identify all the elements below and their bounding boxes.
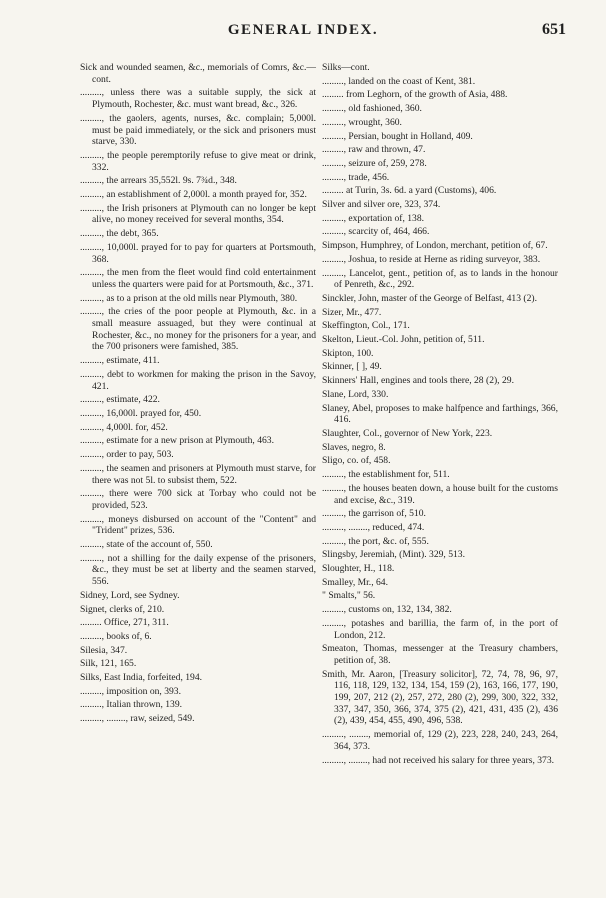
index-entry: ........., the arrears 35,552l. 9s. 7¾d., 348. xyxy=(80,175,237,187)
index-entry: ........., the houses beaten down, a house built for the customs and excise, &c., 319. xyxy=(322,482,558,506)
index-entry: ........., books of, 6. xyxy=(80,630,152,642)
index-entry: Skinner, [ ], 49. xyxy=(322,361,382,373)
index-entry: ........., not a shilling for the daily expense of the prisoners, &c., they must be set at liberty and the seamen starved, 556. xyxy=(80,552,316,588)
index-entry: Sloughter, H., 118. xyxy=(322,563,395,575)
index-entry: Slane, Lord, 330. xyxy=(322,388,389,400)
index-entry: ........., there were 700 sick at Torbay who could not be provided, 523. xyxy=(80,488,316,511)
index-entry: ........., estimate for a new prison at Plymouth, 463. xyxy=(80,435,274,447)
index-entry: ........., Italian thrown, 139. xyxy=(80,699,183,711)
page-header xyxy=(0,22,606,44)
index-entry: Silesia, 347. xyxy=(80,644,128,656)
index-entry: ........., order to pay, 503. xyxy=(80,449,174,461)
index-entry: ........., state of the account of, 550. xyxy=(80,539,213,551)
index-entry: ........., 16,000l. prayed for, 450. xyxy=(80,407,202,419)
index-entry: ........., old fashioned, 360. xyxy=(322,103,422,115)
index-entry: Sinckler, John, master of the George of Belfast, 413 (2). xyxy=(322,292,537,304)
index-entry: Slaughter, Col., governor of New York, 223. xyxy=(322,427,493,439)
index-entry: ........., unless there was a suitable supply, the sick at Plymouth, Rochester, &c. must want bread, &c., 326. xyxy=(80,87,316,111)
index-entry: Silver and silver ore, 323, 374. xyxy=(322,199,441,211)
index-entry: ........., debt to workmen for making the prison in the Savoy, 421. xyxy=(80,368,316,392)
page-number: 651 xyxy=(542,21,566,38)
index-entry: ........., the garrison of, 510. xyxy=(322,508,426,520)
index-entry: Smith, Mr. Aaron, [Treasury solicitor], 72, 74, 78, 96, 97, 116, 118, 129, 132, 134, 154, 159 (2), 163, 166, 177, 190, 199, 207, 212 (2), 257, 272, 280 (2), 299, 300, 322, 332, 337, 347, 350, 366, 374, 375 (2), 421, 431, 435 (2), 436 (2), 439, 454, 455, 490, 496, 538. xyxy=(322,668,558,727)
index-entry: Sizer, Mr., 477. xyxy=(322,306,382,318)
index-entry: ........., scarcity of, 464, 466. xyxy=(322,226,430,238)
index-entry: Silks—cont. xyxy=(322,62,370,73)
index-entry: ........., the gaolers, agents, nurses, &c. complain; 5,000l. must be paid immediately, or the sick and prisoners must starve, 330. xyxy=(80,112,316,148)
index-entry: ........., 4,000l. for, 452. xyxy=(80,421,168,433)
index-entry: ........., exportation of, 138. xyxy=(322,212,425,224)
index-entry: ........., landed on the coast of Kent, 381. xyxy=(322,75,476,87)
index-entry: ........., potashes and barillia, the farm of, in the port of London, 212. xyxy=(322,617,558,641)
index-entry: Smeaton, Thomas, messenger at the Treasury chambers, petition of, 38. xyxy=(322,643,558,666)
right-column xyxy=(322,62,558,768)
index-entry: ........., ........, had not received his salary for three years, 373. xyxy=(322,754,555,766)
index-entry: ........., Joshua, to reside at Herne as riding surveyor, 383. xyxy=(322,253,541,265)
index-entry: Sidney, Lord, see Sydney. xyxy=(80,589,180,601)
running-title: GENERAL INDEX. xyxy=(227,22,379,38)
index-entry: Silk, 121, 165. xyxy=(80,658,137,670)
index-entry: ........., moneys disbursed on account of the "Content" and "Trident" prizes, 536. xyxy=(80,513,316,537)
index-entry: ........., seizure of, 259, 278. xyxy=(322,157,427,169)
index-entry: Skinners' Hall, engines and tools there, 28 (2), 29. xyxy=(322,375,514,387)
index-entry: Sick and wounded seamen, &c., memorials of Comrs, &c.—cont. xyxy=(80,62,316,85)
index-entry: Sligo, co. of, 458. xyxy=(322,455,391,467)
index-entry: ........., Persian, bought in Holland, 409. xyxy=(322,130,473,142)
index-entry: Skelton, Lieut.-Col. John, petition of, 511. xyxy=(322,334,485,346)
index-entry: ........., the establishment for, 511. xyxy=(322,469,450,481)
index-entry: ........., trade, 456. xyxy=(322,171,390,183)
index-entry: ........., the people peremptorily refuse to give meat or drink, 332. xyxy=(80,149,316,173)
index-entry: ........., estimate, 411. xyxy=(80,355,160,367)
index-entry: ........., the Irish prisoners at Plymouth can no longer be kept alive, no money received for several months, 354. xyxy=(80,202,316,226)
index-entry: ........., the seamen and prisoners at Plymouth must starve, for there was not 5l. to subsist them, 522. xyxy=(80,462,316,486)
index-entry: Skipton, 100. xyxy=(322,347,374,359)
index-entry: ........., the men from the fleet would find cold entertainment unless the quarters were paid for at Portsmouth, &c., 371. xyxy=(80,267,316,290)
index-entry: ........., ........, reduced, 474. xyxy=(322,521,425,533)
index-entry: Slingsby, Jeremiah, (Mint). 329, 513. xyxy=(322,549,466,561)
index-entry: Skeffington, Col., 171. xyxy=(322,320,410,332)
index-entry: ......... at Turin, 3s. 6d. a yard (Customs), 406. xyxy=(322,185,497,197)
index-entry: ........., raw and thrown, 47. xyxy=(322,144,426,156)
index-entry: Simpson, Humphrey, of London, merchant, petition of, 67. xyxy=(322,240,548,252)
index-entry: ........., the cries of the poor people at Plymouth, &c. in a small measure assuaged, but they were continual at Rochester, &c., no money for the prisoners for a year, and the 700 prisoners were famished, 385. xyxy=(80,306,316,353)
index-entry: ........., Lancelot, gent., petition of, as to lands in the honour of Penreth, &c., 292. xyxy=(322,267,558,291)
index-entry: ........., ........, raw, seized, 549. xyxy=(80,713,195,725)
index-entry: ........., an establishment of 2,000l. a month prayed for, 352. xyxy=(80,189,307,201)
index-entry: Smalley, Mr., 64. xyxy=(322,576,388,588)
index-entry: ........., imposition on, 393. xyxy=(80,685,182,697)
left-column xyxy=(80,62,316,727)
index-entry: ........., ........, memorial of, 129 (2), 223, 228, 240, 243, 264, 364, 373. xyxy=(322,729,558,752)
index-entry: " Smalts," 56. xyxy=(322,590,376,602)
index-entry: ........., the port, &c. of, 555. xyxy=(322,535,429,547)
index-entry: Silks, East India, forfeited, 194. xyxy=(80,672,203,684)
index-entry: Slaves, negro, 8. xyxy=(322,441,386,453)
index-entry: ........., wrought, 360. xyxy=(322,116,402,128)
index-entry: ........., estimate, 422. xyxy=(80,394,160,406)
index-entry: Signet, clerks of, 210. xyxy=(80,603,165,615)
index-entry: ......... from Leghorn, of the growth of Asia, 488. xyxy=(322,89,508,101)
index-entry: Slaney, Abel, proposes to make halfpence and farthings, 366, 416. xyxy=(322,402,558,426)
index-entry: ........., the debt, 365. xyxy=(80,228,159,240)
index-entry: ........., customs on, 132, 134, 382. xyxy=(322,604,452,616)
index-entry: ......... Office, 271, 311. xyxy=(80,617,169,629)
index-entry: ........., 10,000l. prayed for to pay for quarters at Portsmouth, 368. xyxy=(80,241,316,265)
index-entry: ........., as to a prison at the old mills near Plymouth, 380. xyxy=(80,292,298,304)
